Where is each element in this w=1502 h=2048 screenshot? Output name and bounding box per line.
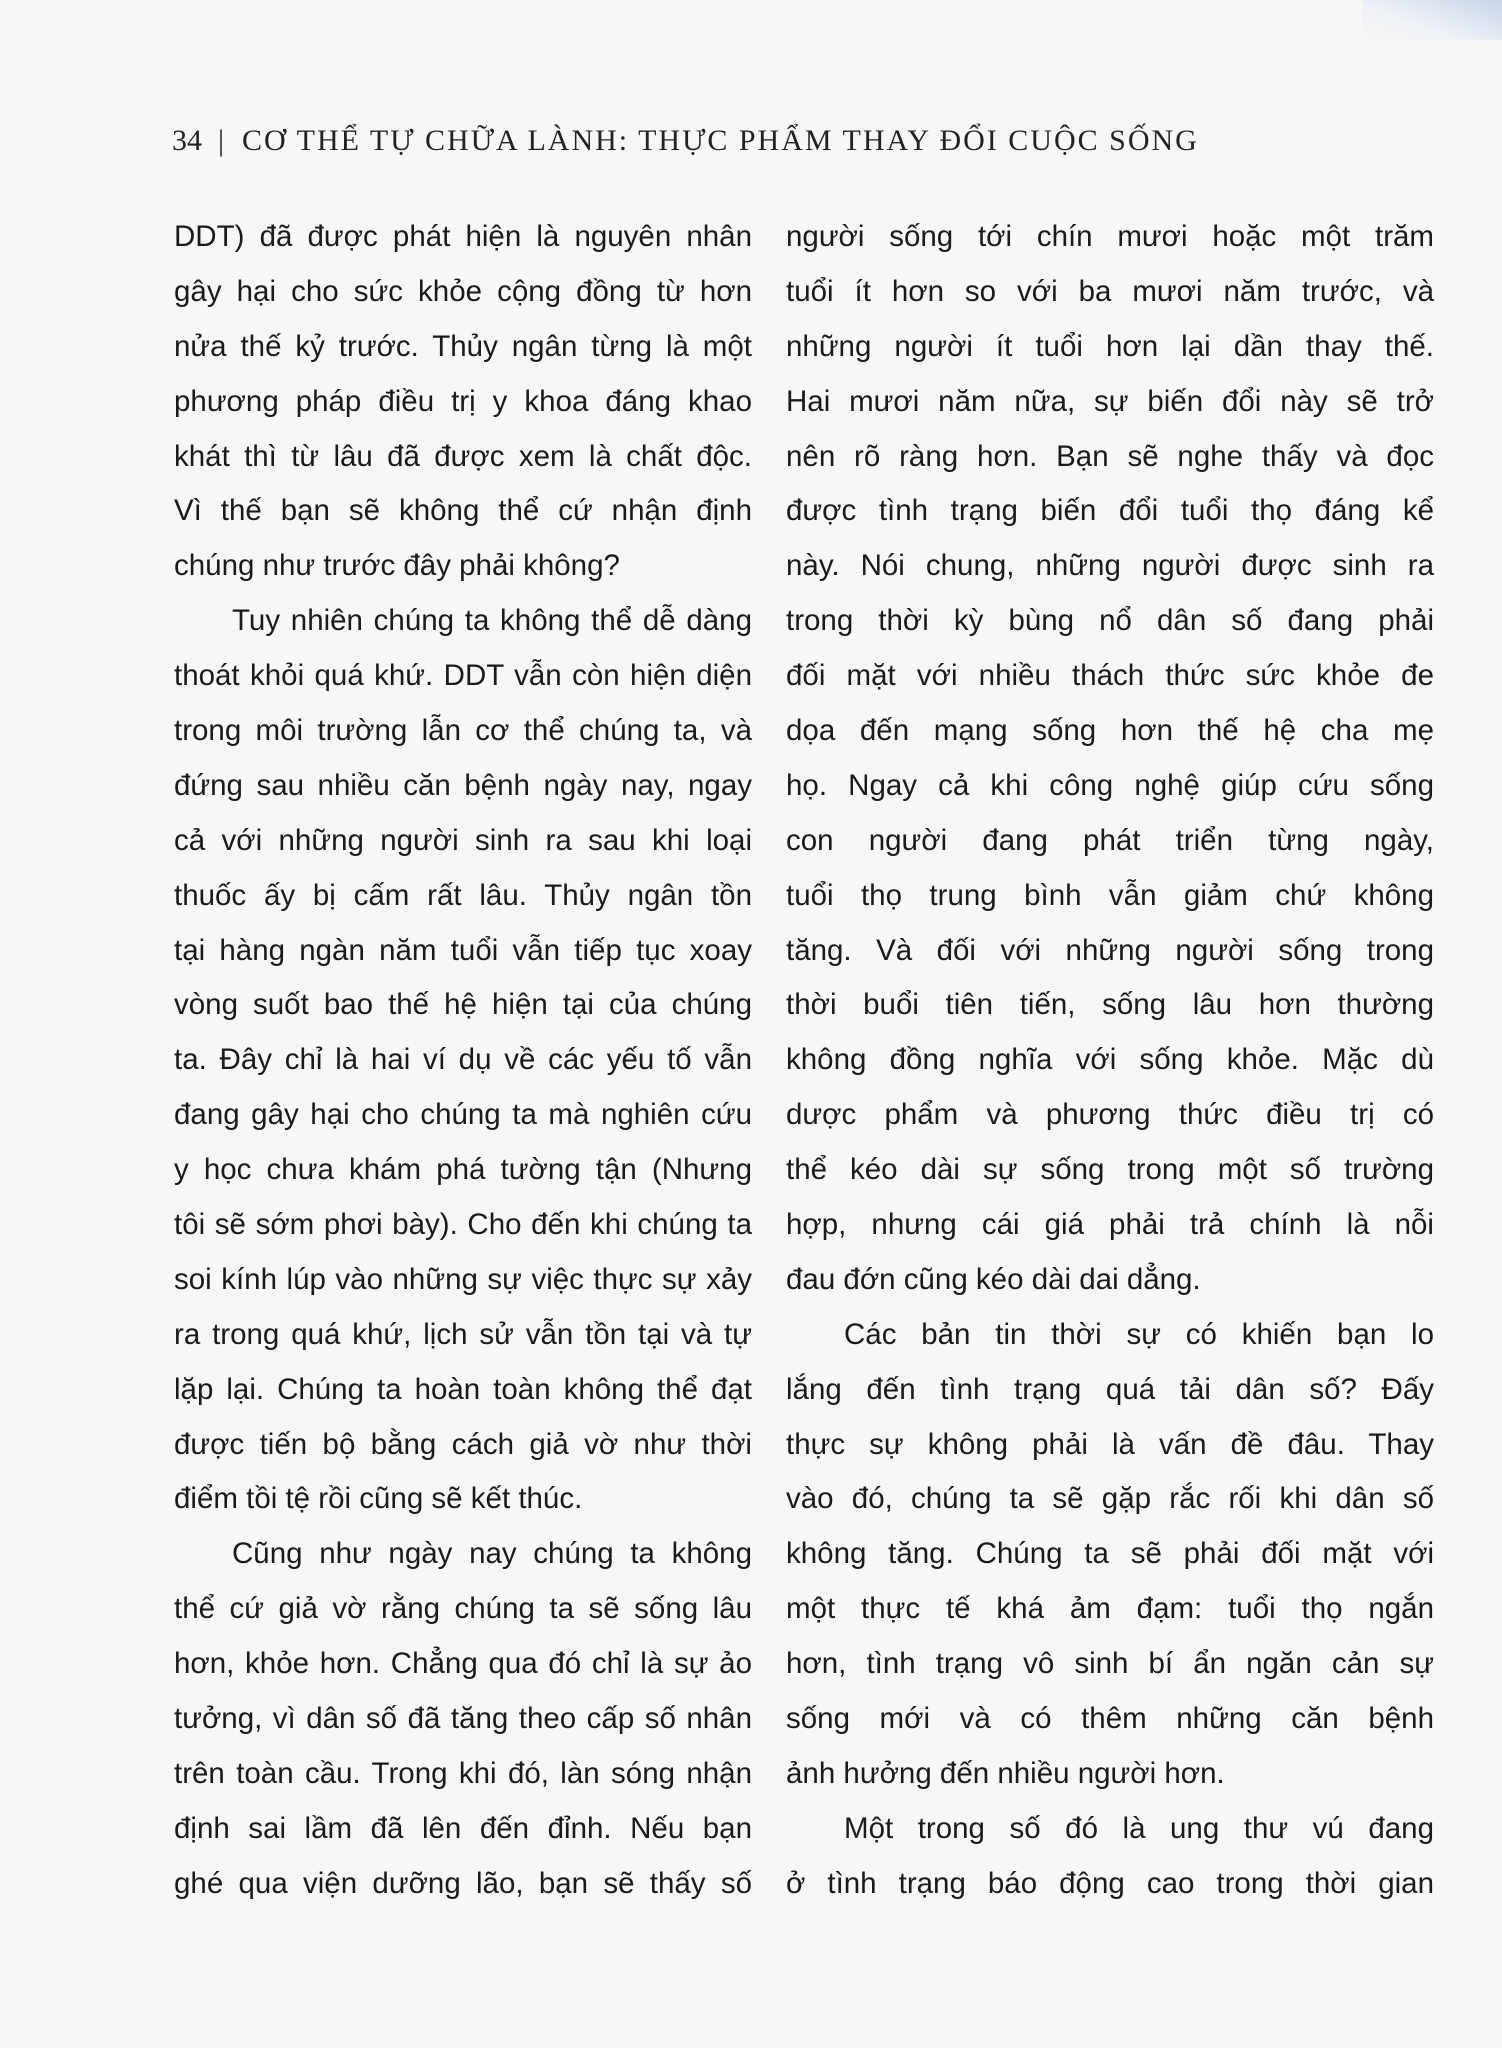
text-line: được tiến bộ bằng cách giả vờ như thời bbox=[174, 1427, 752, 1461]
text-line: đang gây hại cho chúng ta mà nghiên cứu bbox=[174, 1098, 752, 1132]
text-line: soi kính lúp vào những sự việc thực sự xảy bbox=[174, 1262, 752, 1296]
text-line: hơn, khỏe hơn. Chẳng qua đó chỉ là sự ảo bbox=[174, 1647, 752, 1681]
text-line: người sống tới chín mươi hoặc một trăm bbox=[786, 220, 1434, 253]
text-line: thoát khỏi quá khứ. DDT vẫn còn hiện diện bbox=[174, 659, 752, 693]
text-line: điểm tồi tệ rồi cũng sẽ kết thúc. bbox=[174, 1482, 583, 1516]
text-line: ra trong quá khứ, lịch sử vẫn tồn tại và tự bbox=[174, 1317, 752, 1351]
text-line: ảnh hưởng đến nhiều người hơn. bbox=[786, 1756, 1225, 1790]
text-line: con người đang phát triển từng ngày, bbox=[786, 823, 1434, 857]
text-line: tại hàng ngàn năm tuổi vẫn tiếp tục xoay bbox=[174, 933, 752, 967]
text-line: lặp lại. Chúng ta hoàn toàn không thể đạt bbox=[174, 1372, 752, 1406]
text-line: Một trong số đó là ung thư vú đang bbox=[844, 1811, 1434, 1845]
text-line: thời buổi tiên tiến, sống lâu hơn thường bbox=[786, 988, 1434, 1022]
text-line: hơn, tình trạng vô sinh bí ẩn ngăn cản sự bbox=[786, 1647, 1434, 1681]
text-line: đối mặt với nhiều thách thức sức khỏe đe bbox=[786, 659, 1434, 693]
text-line: gây hại cho sức khỏe cộng đồng từ hơn bbox=[174, 274, 752, 308]
text-line: định sai lầm đã lên đến đỉnh. Nếu bạn bbox=[174, 1811, 752, 1845]
text-line: được tình trạng biến đổi tuổi thọ đáng kể bbox=[786, 494, 1434, 528]
text-line: hợp, nhưng cái giá phải trả chính là nỗi bbox=[786, 1208, 1434, 1242]
text-line: Các bản tin thời sự có khiến bạn lo bbox=[844, 1317, 1434, 1351]
text-line: trong môi trường lẫn cơ thể chúng ta, và bbox=[174, 714, 752, 748]
text-line: phương pháp điều trị y khoa đáng khao bbox=[174, 384, 752, 418]
text-line: này. Nói chung, những người được sinh ra bbox=[786, 549, 1434, 583]
left-text-column bbox=[174, 210, 752, 1912]
text-line: sống mới và có thêm những căn bệnh bbox=[786, 1702, 1434, 1736]
text-line: tuổi ít hơn so với ba mươi năm trước, và bbox=[786, 274, 1434, 308]
text-line: đau đớn cũng kéo dài dai dẳng. bbox=[786, 1262, 1201, 1296]
page-number: 34 bbox=[172, 124, 202, 157]
text-line: Tuy nhiên chúng ta không thể dễ dàng bbox=[232, 604, 752, 638]
text-line: một thực tế khá ảm đạm: tuổi thọ ngắn bbox=[786, 1592, 1434, 1626]
text-line: Hai mươi năm nữa, sự biến đổi này sẽ trở bbox=[786, 384, 1434, 418]
text-line: DDT) đã được phát hiện là nguyên nhân bbox=[174, 220, 752, 253]
text-line: nửa thế kỷ trước. Thủy ngân từng là một bbox=[174, 329, 752, 363]
text-line: những người ít tuổi hơn lại dần thay thế. bbox=[786, 329, 1434, 363]
text-line: y học chưa khám phá tường tận (Nhưng bbox=[174, 1153, 752, 1187]
text-line: ta. Đây chỉ là hai ví dụ về các yếu tố vẫn bbox=[174, 1043, 752, 1077]
text-line: Vì thế bạn sẽ không thể cứ nhận định bbox=[174, 494, 752, 528]
text-line: tuổi thọ trung bình vẫn giảm chứ không bbox=[786, 878, 1434, 912]
book-title: CƠ THỂ TỰ CHỮA LÀNH: THỰC PHẨM THAY ĐỔI CUỘC SỐNG bbox=[242, 124, 1199, 157]
text-line: vòng suốt bao thế hệ hiện tại của chúng bbox=[174, 988, 752, 1022]
text-line: trên toàn cầu. Trong khi đó, làn sóng nhận bbox=[174, 1756, 752, 1790]
text-line: ở tình trạng báo động cao trong thời gian bbox=[786, 1866, 1434, 1900]
text-line: tôi sẽ sớm phơi bày). Cho đến khi chúng ta bbox=[174, 1208, 752, 1242]
text-line: họ. Ngay cả khi công nghệ giúp cứu sống bbox=[786, 768, 1434, 802]
text-line: thuốc ấy bị cấm rất lâu. Thủy ngân tồn bbox=[174, 878, 752, 912]
text-line: lắng đến tình trạng quá tải dân số? Đấy bbox=[786, 1372, 1434, 1406]
text-line: tăng. Và đối với những người sống trong bbox=[786, 933, 1434, 967]
text-line: dược phẩm và phương thức điều trị có bbox=[786, 1098, 1434, 1132]
text-line: vào đó, chúng ta sẽ gặp rắc rối khi dân số bbox=[786, 1482, 1434, 1516]
text-line: thực sự không phải là vấn đề đâu. Thay bbox=[786, 1427, 1434, 1461]
header-separator: | bbox=[218, 124, 227, 157]
text-line: ghé qua viện dưỡng lão, bạn sẽ thấy số bbox=[174, 1866, 752, 1900]
text-line: trong thời kỳ bùng nổ dân số đang phải bbox=[786, 604, 1434, 638]
text-line: cả với những người sinh ra sau khi loại bbox=[174, 823, 752, 857]
text-line: nên rõ ràng hơn. Bạn sẽ nghe thấy và đọc bbox=[786, 439, 1434, 473]
text-line: tưởng, vì dân số đã tăng theo cấp số nhân bbox=[174, 1702, 752, 1736]
text-line: thể cứ giả vờ rằng chúng ta sẽ sống lâu bbox=[174, 1592, 752, 1626]
text-line: thể kéo dài sự sống trong một số trường bbox=[786, 1153, 1434, 1187]
text-line: khát thì từ lâu đã được xem là chất độc. bbox=[174, 439, 752, 473]
page-corner-shadow bbox=[1362, 0, 1502, 40]
running-header bbox=[172, 124, 1199, 158]
text-line: không đồng nghĩa với sống khỏe. Mặc dù bbox=[786, 1043, 1434, 1077]
right-text-column bbox=[786, 210, 1434, 1912]
text-line: đứng sau nhiều căn bệnh ngày nay, ngay bbox=[174, 768, 752, 802]
text-line: Cũng như ngày nay chúng ta không bbox=[232, 1537, 752, 1571]
text-line: dọa đến mạng sống hơn thế hệ cha mẹ bbox=[786, 714, 1434, 748]
text-line: không tăng. Chúng ta sẽ phải đối mặt với bbox=[786, 1537, 1434, 1571]
text-line: chúng như trước đây phải không? bbox=[174, 549, 620, 583]
